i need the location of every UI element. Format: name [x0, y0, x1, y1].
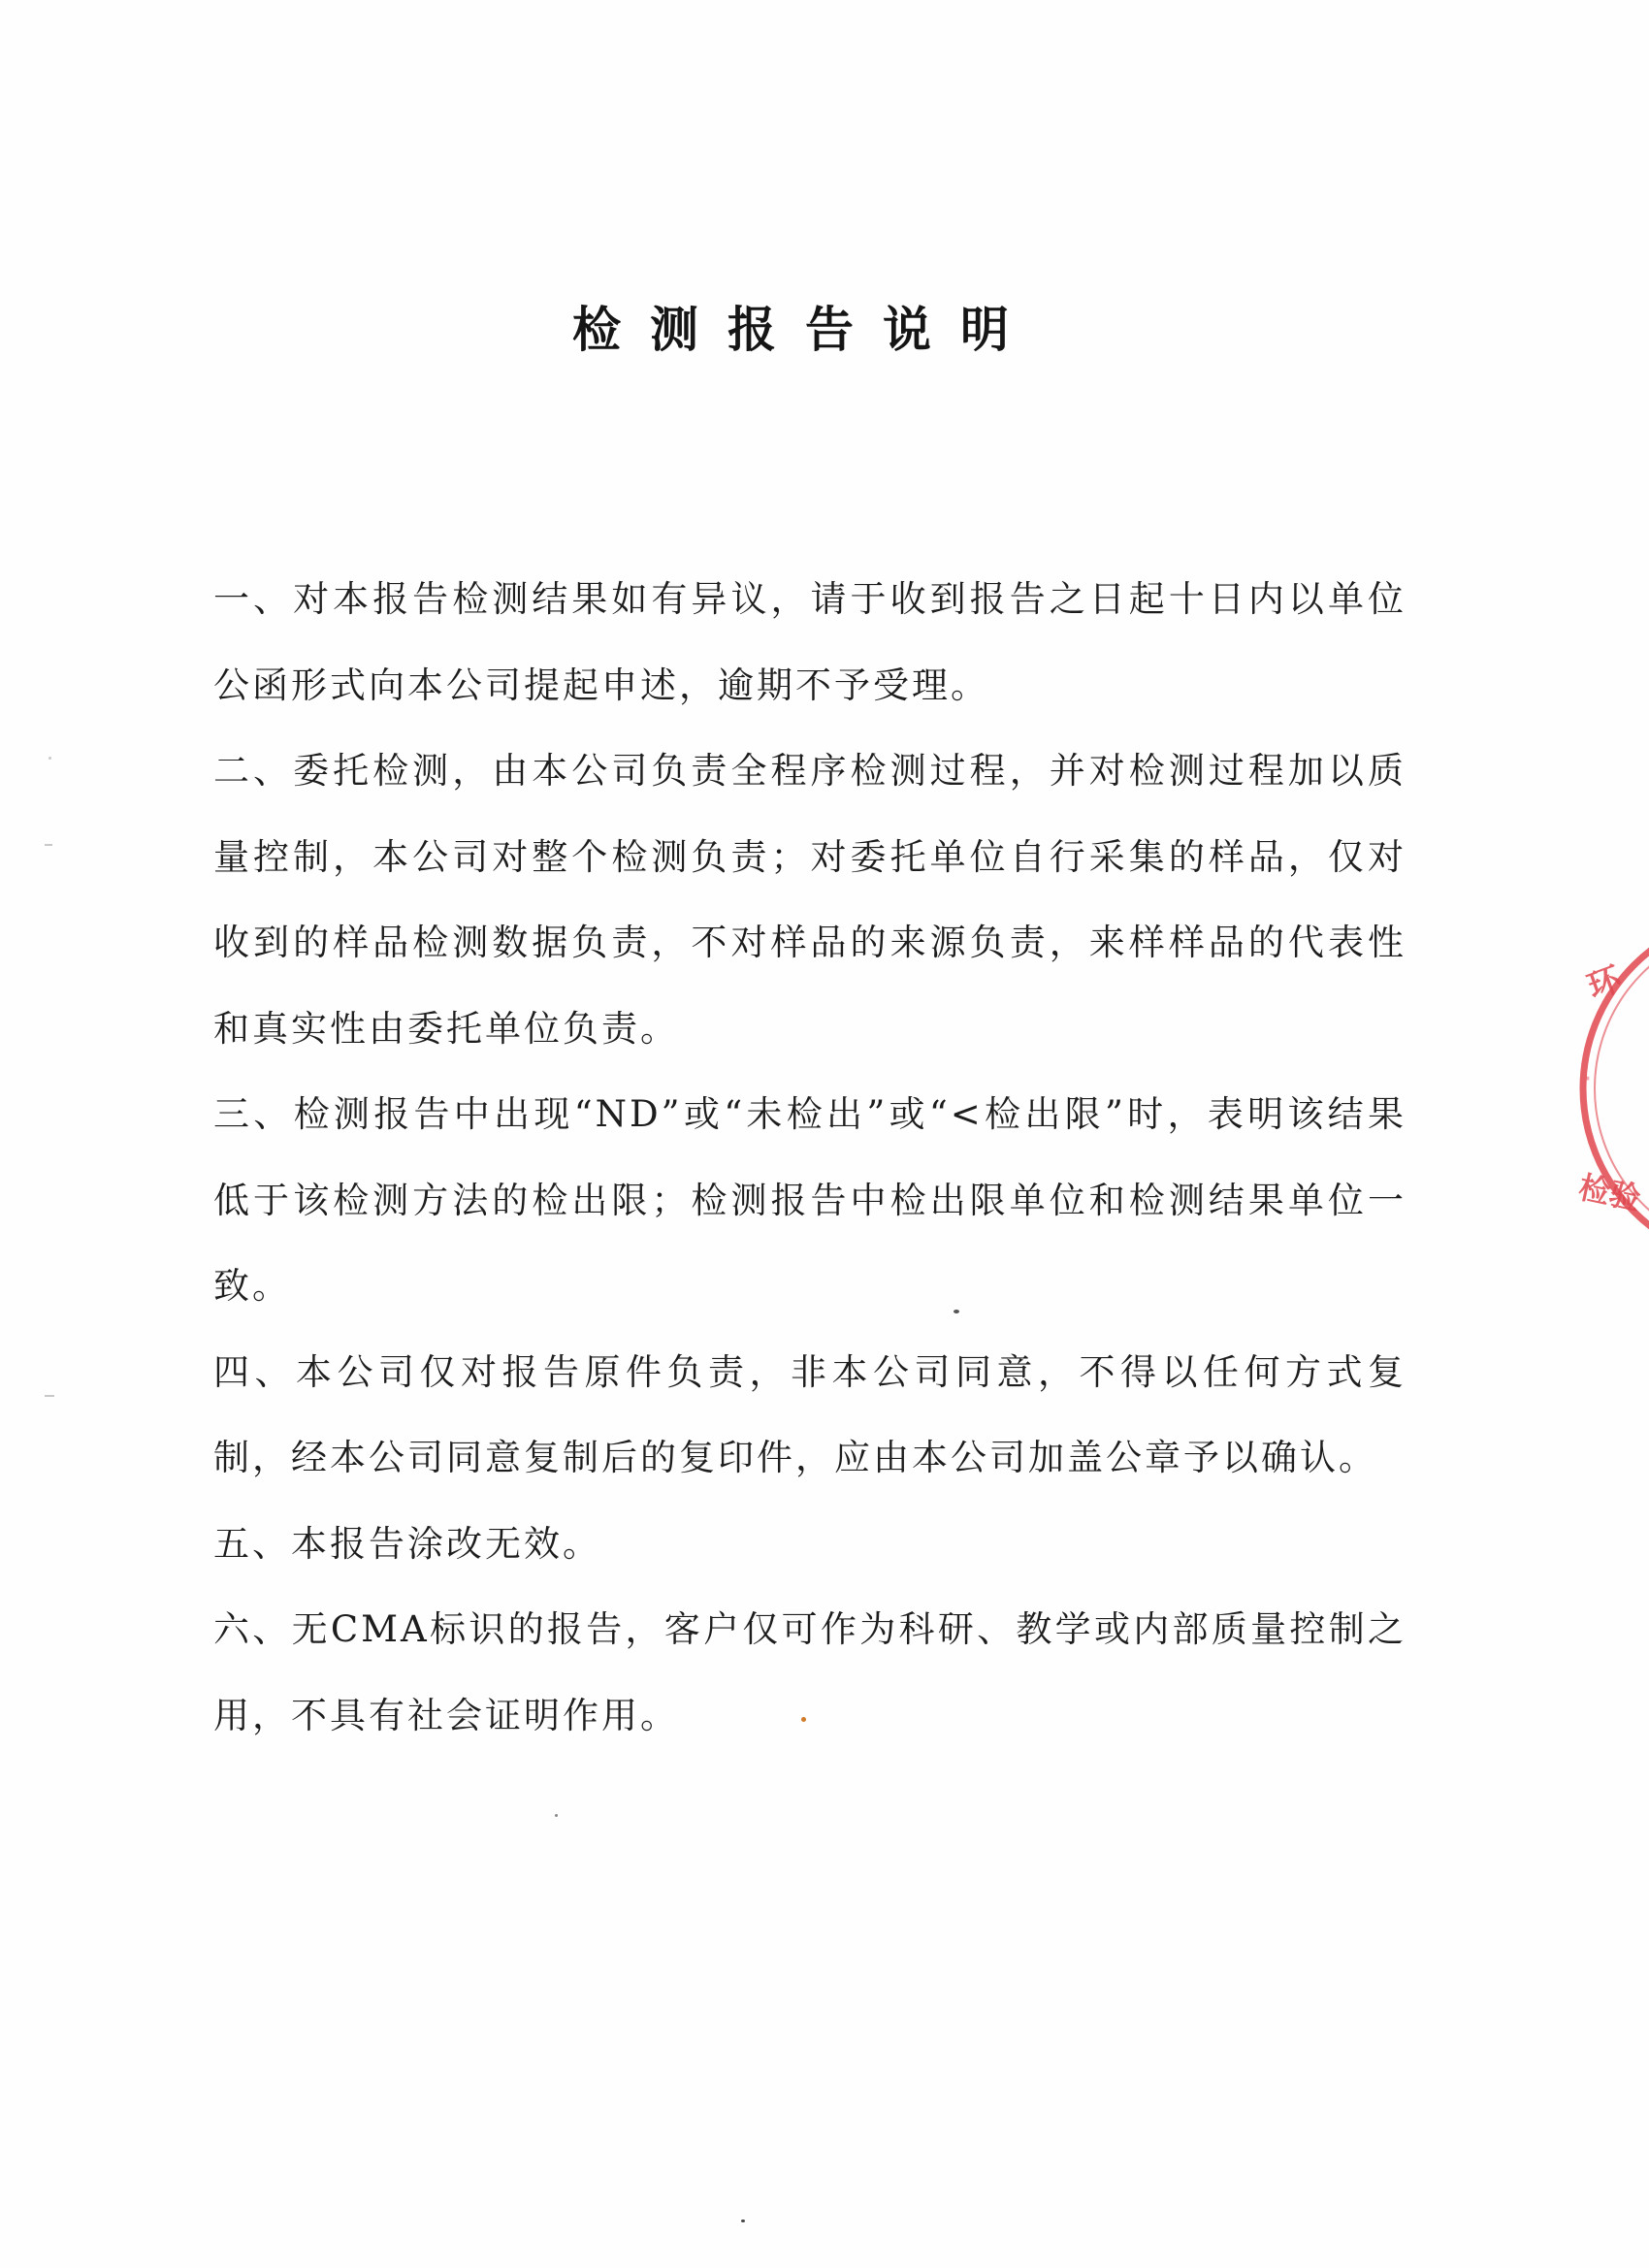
- svg-text:环: 环: [1582, 959, 1628, 1008]
- clause-6: 六、无CMA标识的报告，客户仅可作为科研、教学或内部质量控制之用，不具有社会证明作用。: [213, 1608, 1406, 1736]
- clause-2: 二、委托检测，由本公司负责全程序检测过程，并对检测过程加以质量控制，本公司对整个检测负责；对委托单位自行采集的样品，仅对收到的样品检测数据负责，不对样品的来源负责，来样样品的代表性和真实性由委托单位负责。: [213, 750, 1406, 1050]
- svg-text:检验: 检验: [1575, 1168, 1644, 1218]
- clause-5: 五、本报告涂改无效。: [213, 1522, 601, 1565]
- clause-3: 三、检测报告中出现“ND”或“未检出”或“<检出限”时，表明该结果低于该检测方法的检出限；检测报告中检出限单位和检测结果单位一致。: [213, 1093, 1406, 1307]
- company-seal-stamp: [1564, 943, 1649, 1234]
- margin-mark: [45, 844, 52, 846]
- clause-1: 一、对本报告检测结果如有异议，请于收到报告之日起十日内以单位公函形式向本公司提起申述，逾期不予受理。: [213, 578, 1406, 706]
- margin-mark: [45, 1395, 54, 1397]
- clause-list: [213, 557, 1406, 1759]
- ink-speck: [555, 1814, 558, 1817]
- ink-speck: [954, 1310, 959, 1313]
- svg-text:·: ·: [1583, 1062, 1593, 1096]
- margin-mark: [48, 757, 51, 760]
- clause-4: 四、本公司仅对报告原件负责，非本公司同意，不得以任何方式复制，经本公司同意复制后的复印件，应由本公司加盖公章予以确认。: [213, 1350, 1406, 1478]
- ink-speck: [801, 1717, 806, 1722]
- ink-speck: [741, 2219, 745, 2222]
- page-title: 检测报告说明: [572, 301, 1038, 358]
